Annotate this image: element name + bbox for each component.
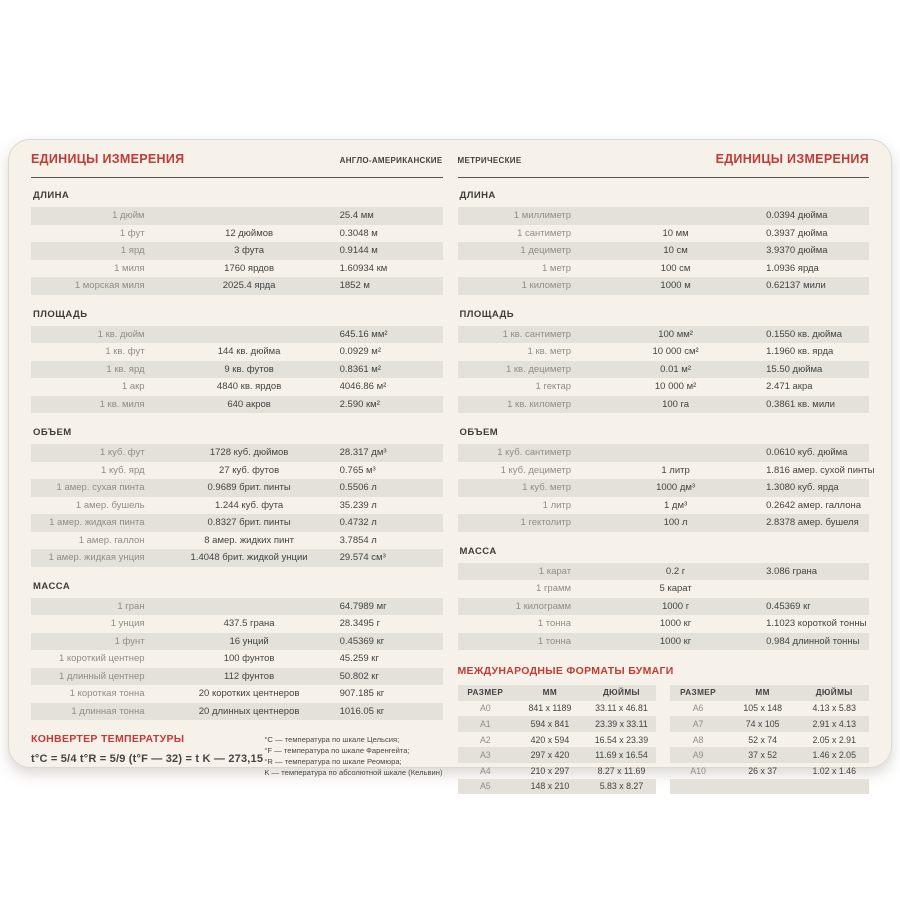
unit-name-cell: 1 миллиметр [513, 210, 572, 222]
unit-value-cell: 45.259 кг [339, 653, 379, 665]
left-column-header [31, 152, 443, 172]
unit-row [31, 479, 443, 497]
unit-name-cell: 1 гран [117, 600, 145, 612]
paper-size-cell: A6 [692, 703, 704, 714]
unit-name-cell: 1 унция [110, 618, 145, 630]
unit-row [31, 532, 443, 550]
metric-column [457, 149, 875, 792]
unit-value-cell: 0.0610 куб. дюйма [766, 447, 848, 459]
unit-equivalent-cell: 0.9689 брит. пинты [207, 482, 291, 494]
unit-equivalent-cell: 16 унций [229, 635, 269, 647]
unit-value-cell: 3.9370 дюйма [766, 245, 828, 257]
unit-equivalent-cell: 640 акров [227, 398, 271, 410]
unit-section [458, 546, 870, 651]
anglo-american-sections [31, 190, 443, 720]
unit-name-cell: 1 куб. сантиметр [497, 447, 572, 459]
unit-name-cell: 1 куб. дециметр [500, 464, 572, 476]
paper-inches-cell: 16.54 x 23.39 [594, 734, 649, 745]
unit-value-cell: 0.2642 амер. галлона [766, 499, 862, 511]
unit-row [31, 615, 443, 633]
unit-row [458, 361, 870, 379]
paper-mm-cell: 26 x 37 [748, 765, 778, 776]
paper-mm-cell: 52 x 74 [748, 734, 778, 745]
section-title: ДЛИНА [459, 190, 496, 201]
unit-equivalent-cell: 1 литр [661, 464, 690, 476]
unit-row [458, 633, 870, 651]
paper-size-cell: A9 [692, 750, 704, 761]
temperature-notes [264, 733, 442, 778]
unit-section [31, 427, 443, 567]
paper-mm-cell: 210 x 297 [530, 765, 570, 776]
unit-value-cell: 0.3861 кв. мили [766, 398, 835, 410]
unit-row [458, 225, 870, 243]
unit-equivalent-cell: 1000 м [660, 280, 691, 292]
unit-value-cell: 50.802 кг [339, 670, 379, 682]
paper-mm-cell: 594 x 841 [530, 718, 570, 729]
unit-name-cell: 1 гектолитр [520, 517, 572, 529]
unit-value-cell: 1.1960 кв. ярда [766, 346, 834, 358]
unit-value-cell: 1.816 амер. сухой пинты [766, 464, 875, 476]
unit-name-cell: 1 кв. фут [105, 346, 145, 358]
section-title: ОБЪЕМ [459, 427, 499, 438]
unit-row [31, 343, 443, 361]
paper-size-cell: A5 [479, 781, 491, 792]
unit-row [31, 242, 443, 260]
system-label-anglo-american: АНГЛО-АМЕРИКАНСКИЕ [339, 156, 443, 165]
unit-equivalent-cell: 1000 кг [659, 635, 692, 647]
unit-name-cell: 1 морская миля [74, 280, 145, 292]
unit-section [458, 427, 875, 532]
paper-format-row [458, 779, 657, 795]
temperature-note-line: K — температура по абсолютной шкале (Кельвин) [264, 768, 443, 777]
unit-value-cell: 1.60934 км [339, 262, 388, 274]
unit-equivalent-cell: 12 дюймов [225, 227, 274, 239]
unit-name-cell: 1 сантиметр [517, 227, 572, 239]
temperature-note-line: °R — температура по шкале Реомюра; [264, 757, 402, 766]
unit-row [31, 497, 443, 515]
unit-name-cell: 1 длинный центнер [58, 670, 145, 682]
unit-value-cell: 0.0929 м² [339, 346, 382, 358]
unit-row [458, 580, 870, 598]
unit-value-cell: 1.0936 ярда [766, 262, 819, 274]
paper-mm-cell: 297 x 420 [530, 750, 570, 761]
unit-value-cell: 28.317 дм³ [339, 447, 387, 459]
unit-section [458, 190, 870, 295]
page-title-left: ЕДИНИЦЫ ИЗМЕРЕНИЯ [31, 152, 185, 166]
unit-name-cell: 1 километр [521, 280, 572, 292]
paper-format-row [670, 779, 869, 795]
unit-equivalent-cell: 437.5 грана [223, 618, 275, 630]
unit-row [458, 462, 875, 480]
paper-format-row [670, 716, 869, 732]
paper-header-cell: ДЮЙМЫ [602, 688, 640, 698]
unit-name-cell: 1 кв. сантиметр [502, 328, 572, 340]
unit-value-cell: 0.45369 кг [766, 600, 811, 612]
paper-size-cell: A2 [479, 734, 491, 745]
unit-equivalent-cell: 1000 дм³ [656, 482, 696, 494]
temperature-note-line: °F — температура по шкале Фаренгейта; [264, 746, 410, 755]
page-title-right: ЕДИНИЦЫ ИЗМЕРЕНИЯ [715, 152, 869, 166]
paper-size-cell: A7 [692, 718, 704, 729]
unit-table [31, 326, 443, 414]
paper-header-cell: ММ [542, 688, 558, 698]
unit-row [458, 277, 870, 295]
temperature-formula: t°C = 5/4 t°R = 5/9 (t°F — 32) = t K — 273,15 [31, 753, 264, 765]
paper-format-row [670, 732, 869, 748]
unit-row [458, 598, 870, 616]
unit-name-cell: 1 амер. жидкая пинта [49, 517, 145, 529]
unit-equivalent-cell: 112 фунтов [224, 670, 275, 682]
unit-row [458, 242, 870, 260]
unit-value-cell: 645.16 мм² [339, 328, 388, 340]
unit-row [31, 462, 443, 480]
unit-name-cell: 1 куб. метр [522, 482, 572, 494]
unit-value-cell: 1852 м [339, 280, 370, 292]
unit-row [31, 225, 443, 243]
paper-size-cell: A8 [692, 734, 704, 745]
unit-value-cell: 2.590 км² [339, 398, 380, 410]
temperature-converter-left [31, 733, 264, 765]
unit-equivalent-cell: 100 см [660, 262, 691, 274]
unit-value-cell: 64.7989 мг [339, 600, 387, 612]
unit-row [458, 479, 870, 497]
unit-name-cell: 1 фут [119, 227, 145, 239]
paper-inches-cell: 5.83 x 8.27 [599, 781, 644, 792]
unit-equivalent-cell: 10 000 м² [654, 381, 697, 393]
unit-name-cell: 1 короткая тонна [69, 688, 145, 700]
paper-mm-cell: 841 x 1189 [528, 703, 572, 714]
paper-size-cell: A0 [479, 703, 491, 714]
unit-table [458, 563, 870, 651]
unit-value-cell: 35.239 л [339, 499, 377, 511]
unit-equivalent-cell: 100 мм² [658, 328, 693, 340]
paper-formats-tables [458, 685, 870, 794]
unit-row [31, 703, 443, 721]
anglo-american-column [31, 149, 443, 777]
paper-inches-cell: 33.11 x 46.81 [595, 703, 648, 714]
paper-header-cell: ММ [755, 688, 770, 698]
unit-name-cell: 1 фунт [114, 635, 145, 647]
paper-inches-cell: 23.39 x 33.11 [595, 718, 648, 729]
paper-format-row [458, 701, 657, 717]
unit-row [31, 361, 443, 379]
unit-value-cell: 0.62137 мили [766, 280, 826, 292]
paper-format-row [670, 701, 869, 717]
unit-name-cell: 1 грамм [536, 583, 572, 595]
paper-inches-cell: 8.27 x 11.69 [597, 765, 646, 776]
unit-row [31, 549, 443, 567]
unit-name-cell: 1 литр [542, 499, 572, 511]
unit-name-cell: 1 кв. дециметр [505, 363, 572, 375]
paper-format-row [670, 747, 869, 763]
section-title: МАССА [33, 580, 71, 592]
right-column-header [458, 152, 870, 172]
unit-row [31, 650, 443, 668]
metric-sections [458, 190, 875, 650]
paper-mm-cell: 420 x 594 [530, 734, 570, 745]
paper-formats-title: МЕЖДУНАРОДНЫЕ ФОРМАТЫ БУМАГИ [457, 665, 674, 677]
unit-name-cell: 1 акр [121, 381, 145, 393]
unit-name-cell: 1 тонна [537, 635, 572, 647]
paper-mm-cell: 37 x 52 [748, 750, 778, 761]
paper-formats [458, 665, 870, 794]
unit-row [458, 343, 870, 361]
unit-row [458, 615, 870, 633]
unit-equivalent-cell: 1728 куб. дюймов [209, 447, 289, 459]
unit-equivalent-cell: 1000 кг [659, 618, 692, 630]
unit-equivalent-cell: 10 см [663, 245, 688, 257]
paper-inches-cell: 4.13 x 5.83 [812, 703, 856, 714]
unit-value-cell: 0.3048 м [339, 227, 378, 239]
unit-row [458, 396, 870, 414]
section-title: МАССА [459, 545, 497, 557]
unit-name-cell: 1 кв. миля [99, 398, 145, 410]
unit-value-cell: 0.765 м³ [339, 464, 376, 476]
unit-row [458, 260, 870, 278]
paper-format-row [670, 763, 869, 779]
unit-row [458, 514, 870, 532]
unit-equivalent-cell: 0.01 м² [660, 363, 691, 375]
unit-name-cell: 1 килограмм [515, 600, 572, 612]
paper-header-cell: РАЗМЕР [467, 688, 504, 698]
unit-equivalent-cell: 100 фунтов [223, 653, 275, 665]
unit-row [458, 444, 870, 462]
unit-equivalent-cell: 4840 кв. ярдов [216, 381, 282, 393]
unit-value-cell: 2.471 акра [766, 381, 813, 393]
unit-row [31, 685, 443, 703]
unit-row [31, 514, 443, 532]
paper-mm-cell: 105 x 148 [743, 703, 782, 714]
paper-header-cell: РАЗМЕР [680, 688, 717, 698]
paper-inches-cell: 1.46 x 2.05 [812, 750, 856, 761]
unit-value-cell: 907.185 кг [339, 688, 385, 700]
unit-equivalent-cell: 1 дм³ [664, 499, 688, 511]
unit-equivalent-cell: 100 га [662, 398, 690, 410]
unit-equivalent-cell: 27 куб. футов [219, 464, 280, 476]
unit-name-cell: 1 куб. ярд [101, 464, 145, 476]
unit-value-cell: 0.0394 дюйма [766, 210, 828, 222]
unit-equivalent-cell: 0.8327 брит. пинты [207, 517, 291, 529]
unit-row [458, 326, 870, 344]
unit-equivalent-cell: 1.244 куб. фута [214, 499, 284, 511]
paper-size-cell: A3 [479, 750, 491, 761]
paper-format-row [458, 763, 657, 779]
unit-table [31, 207, 443, 295]
unit-equivalent-cell: 0.2 г [665, 565, 686, 577]
paper-size-cell: A10 [690, 765, 706, 776]
unit-equivalent-cell: 5 карат [659, 583, 692, 595]
unit-name-cell: 1 карат [538, 565, 572, 577]
paper-inches-cell: 11.69 x 16.54 [595, 750, 648, 761]
unit-value-cell: 1.1023 короткой тонны [766, 618, 867, 630]
temperature-note-line: °C — температура по шкале Цельсия; [264, 735, 400, 744]
unit-name-cell: 1 тонна [537, 618, 572, 630]
paper-inches-cell: 1.02 x 1.46 [812, 765, 856, 776]
unit-value-cell: 28.3495 г [339, 618, 381, 630]
paper-mm-cell: 74 x 105 [745, 718, 780, 729]
unit-table [458, 207, 870, 295]
unit-equivalent-cell: 1.4048 брит. жидкой унции [190, 552, 308, 564]
unit-name-cell: 1 амер. сухая пинта [56, 482, 145, 494]
unit-equivalent-cell: 8 амер. жидких пинт [204, 534, 294, 546]
unit-value-cell: 25.4 мм [339, 210, 374, 222]
unit-row [458, 378, 870, 396]
unit-row [31, 207, 443, 225]
unit-section [31, 309, 443, 414]
unit-value-cell: 0.1550 кв. дюйма [766, 328, 843, 340]
paper-table-header-row [458, 685, 657, 701]
unit-value-cell: 0.9144 м [339, 245, 378, 257]
unit-equivalent-cell: 20 коротких центнеров [198, 688, 300, 700]
unit-name-cell: 1 кв. километр [507, 398, 572, 410]
unit-value-cell: 3.7854 л [339, 534, 377, 546]
unit-section [31, 581, 443, 721]
unit-table [458, 444, 875, 532]
paper-format-row [458, 747, 657, 763]
unit-name-cell: 1 амер. галлон [78, 534, 145, 546]
paper-inches-cell: 2.05 x 2.91 [812, 734, 856, 745]
unit-name-cell: 1 амер. бушель [75, 499, 145, 511]
unit-table [458, 326, 870, 414]
paper-formats-table-a0-a5 [458, 685, 657, 794]
section-title: ДЛИНА [33, 190, 70, 201]
header-divider [31, 177, 443, 178]
unit-table [31, 444, 443, 567]
unit-equivalent-cell: 144 кв. дюйма [217, 346, 281, 358]
units-reference-card [8, 139, 892, 792]
unit-value-cell: 4046.86 м² [339, 381, 387, 393]
paper-header-cell: ДЮЙМЫ [815, 688, 853, 698]
unit-section [31, 190, 443, 295]
unit-value-cell: 3.086 грана [766, 565, 818, 577]
unit-row [31, 668, 443, 686]
unit-value-cell: 0.984 длинной тонны [766, 635, 860, 647]
unit-value-cell: 0.8361 м² [339, 363, 382, 375]
unit-equivalent-cell: 20 длинных центнеров [198, 705, 300, 717]
unit-name-cell: 1 кв. дюйм [97, 328, 145, 340]
paper-size-cell: A4 [479, 765, 491, 776]
section-title: ПЛОЩАДЬ [459, 308, 515, 320]
unit-value-cell: 2.8378 амер. бушеля [766, 517, 859, 529]
temperature-converter [31, 733, 443, 778]
unit-row [31, 396, 443, 414]
paper-format-row [458, 732, 657, 748]
unit-row [458, 207, 870, 225]
header-divider [458, 177, 870, 178]
unit-equivalent-cell: 10 мм [662, 227, 689, 239]
unit-name-cell: 1 кв. метр [527, 346, 572, 358]
unit-equivalent-cell: 1000 г [661, 600, 690, 612]
section-title: ОБЪЕМ [33, 427, 72, 438]
unit-value-cell: 29.574 см³ [339, 552, 386, 564]
unit-name-cell: 1 ярд [120, 245, 145, 257]
unit-row [31, 378, 443, 396]
unit-name-cell: 1 длинная тонна [71, 705, 145, 717]
unit-table [31, 598, 443, 721]
paper-mm-cell: 148 x 210 [530, 781, 570, 792]
unit-value-cell: 0.45369 кг [339, 635, 385, 647]
unit-equivalent-cell: 100 л [663, 517, 688, 529]
unit-name-cell: 1 амер. жидкая унция [48, 552, 145, 564]
unit-equivalent-cell: 10 000 см² [652, 346, 699, 358]
unit-equivalent-cell: 9 кв. футов [224, 363, 274, 375]
unit-equivalent-cell: 1760 ярдов [224, 262, 275, 274]
paper-format-row [458, 716, 657, 732]
section-title: ПЛОЩАДЬ [33, 308, 88, 320]
temperature-converter-title: КОНВЕРТЕР ТЕМПЕРАТУРЫ [31, 733, 185, 745]
unit-name-cell: 1 дециметр [520, 245, 572, 257]
unit-name-cell: 1 куб. фут [99, 447, 145, 459]
unit-equivalent-cell: 2025.4 ярда [222, 280, 276, 292]
unit-row [458, 563, 870, 581]
unit-row [31, 260, 443, 278]
unit-name-cell: 1 дюйм [112, 210, 145, 222]
unit-name-cell: 1 короткий центнер [58, 653, 145, 665]
unit-value-cell: 0.3937 дюйма [766, 227, 828, 239]
unit-value-cell: 0.5506 л [339, 482, 377, 494]
unit-name-cell: 1 миля [114, 262, 145, 274]
unit-section [458, 309, 870, 414]
unit-value-cell: 1.3080 куб. ярда [766, 482, 839, 494]
unit-name-cell: 1 кв. ярд [106, 363, 145, 375]
unit-name-cell: 1 гектар [535, 381, 572, 393]
paper-inches-cell: 2.91 x 4.13 [812, 718, 856, 729]
unit-row [31, 277, 443, 295]
system-label-metric: МЕТРИЧЕСКИЕ [457, 156, 522, 165]
paper-table-header-row [670, 685, 869, 701]
unit-row [31, 444, 443, 462]
unit-row [31, 633, 443, 651]
unit-value-cell: 15.50 дюйма [766, 363, 823, 375]
unit-equivalent-cell: 3 фута [234, 245, 265, 257]
unit-value-cell: 1016.05 кг [339, 705, 385, 717]
paper-size-cell: A1 [479, 718, 491, 729]
unit-row [458, 497, 870, 515]
paper-formats-table-a6-a10 [670, 685, 869, 794]
unit-value-cell: 0.4732 л [339, 517, 377, 529]
unit-row [31, 598, 443, 616]
unit-name-cell: 1 метр [542, 262, 572, 274]
unit-row [31, 326, 443, 344]
